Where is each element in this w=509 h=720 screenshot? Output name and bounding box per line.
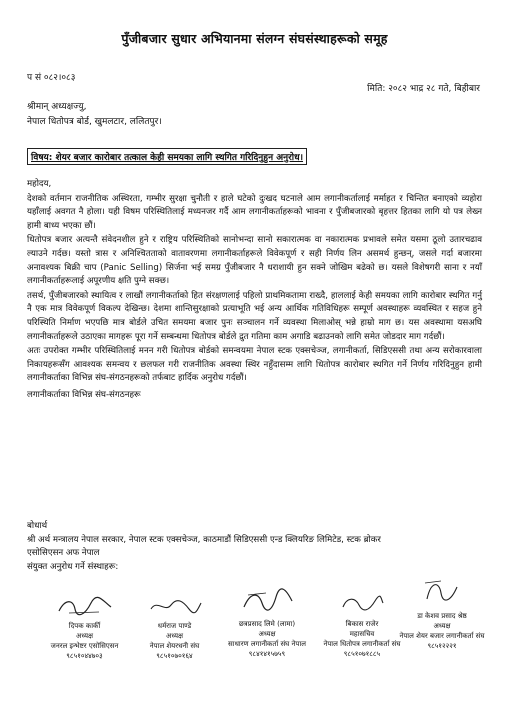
subject-line: विषय: शेयर बजार कारोबार तत्काल केही समयका लागि स्थगित गरिदिनुहुन अनुरोध। [27,148,307,165]
signatory-name: धर्मराज पाण्डे [157,622,192,630]
body-paragraph: अतः उपरोक्त गम्भीर परिस्थितिलाई मनन गरी धितोपत्र बोर्डको समन्वयमा नेपाल स्टक एक्सचेञ्ज, लगानीकर्ता, सिडिएससी तथा अन्य सरोकारवाला निकायहरूसँग आवश्यक समन्वय र छलफल गरी राजनीतिक अवस्था स्थिर नहुँदासम्म लागि धितोपत्र कारोबार स्थगित गर्ने निर्णय गरिदिनुहुन हामी लगानीकर्ताका विभिन्न संघ-संगठनहरूको तर्फबाट हार्दिक अनुरोध गर्दछौं। [27,346,482,384]
cc-block [27,520,482,574]
signatory-role: अध्यक्ष [165,632,184,640]
body-paragraph: धितोपत्र बजार अत्यन्तै संवेदनशील हुने र राष्ट्रिय परिस्थितिको सानोभन्दा सानो सकारात्मक वा नकारात्मक प्रभावले समेत यसमा ठूलो उतारचढाव ल्याउने गर्दछ। यस्तो त्रास र अनिश्चितताको वातावरणमा लगानीकर्ताहरूले विवेकपूर्ण र सही निर्णय लिन असमर्थ हुन्छन्, जसले गर्दा बजारमा अनावश्यक बिक्री चाप (Panic Selling) सिर्जना भई समग्र पुँजीबजार नै धराशायी हुन सक्ने जोखिम बढेको छ। यसले विशेषगरी साना र नयाँ लगानीकर्ताहरूलाई अपूरणीय क्षति पुग्ने सक्छ। [27,235,482,287]
signatory-role: महासचिव [349,630,375,638]
signatory-org: नेपाल शेयरधनी संघ [149,642,200,650]
signature-mark [417,575,467,607]
signatory-role: अध्यक्ष [75,632,94,640]
signatory-1 [37,595,132,661]
cc-recipients: श्री अर्थ मन्त्रालय नेपाल सरकार, नेपाल स्टक एक्सचेञ्ज, काठमाडौं सिडिएससी एन्ड क्लियरिङ लिमिटेड, स्टक ब्रोकर [27,534,381,545]
joint-request-label: संयुक्त अनुरोध गर्ने संस्थाहरू: [27,561,119,572]
signatory-3 [217,587,317,659]
recipient-address: नेपाल धितोपत्र बोर्ड, खुमलटार, ललितपुर। [27,117,162,127]
signatory-phone: ९८५१२२२१ [427,642,457,650]
letter-heading: पुँजीबजार सुधार अभियानमा संलग्न संघसंस्थाहरूको समूह [121,31,388,46]
closing-line: लगानीकर्ताका विभिन्न संघ-संगठनहरू [27,389,141,400]
salutation: महोदय, [27,179,52,189]
signatory-name: बिकास राजेर [345,620,379,628]
signatory-phone: ९८५१०४४७०३ [66,652,103,660]
signatory-name: डा केशव प्रसाद श्रेष्ठ [417,612,467,620]
signatory-phone: ९८५१०७०१६४ [156,652,193,660]
body-paragraph: देशको वर्तमान राजनीतिक अस्थिरता, गम्भीर सुरक्षा चुनौती र हाले घटेको दुःखद घटनाले आम लगानीकर्तालाई मर्माहत र चिन्तित बनाएको व्यहोरा यहाँलाई अवगत नै होला। यही विषम परिस्थितिलाई मध्यनजर गर्दै आम लगानीकर्ताहरूको भावना र पुँजीबजारको बृहत्तर हितका लागि यो पत्र लेख्न हामी बाध्य भएका छौं। [27,193,482,231]
signatory-name: छत्रप्रसाद लिमे (लामा) [238,620,296,628]
signatory-org: साधारण लगानीकर्ता संघ नेपाल [228,640,306,648]
signatory-phone: ९८४१४१५७५९ [248,650,286,658]
letter-date: मिति: २०८२ भाद्र २८ गते, बिहीबार [367,84,480,94]
signatory-2 [127,597,222,661]
body-paragraph: तसर्थ, पुँजीबजारको स्थायित्व र लाखौं लगानीकर्ताको हित संरक्षणलाई पहिलो प्राथमिकतामा राख्दै, हाललाई केही समयका लागि कारोबार स्थगित गर्नु नै एक मात्र विवेकपूर्ण विकल्प देखिन्छ। देशमा शान्तिसुरक्षाको प्रत्याभूति भई अन्य आर्थिक गतिविधिहरू सम्पूर्ण अवस्थाहरू व्यवस्थित र सहज हुने परिस्थिति निर्माण भएपछि मात्र बोर्डले उचित समयमा बजार पुनः सञ्चालन गर्ने व्यवस्था मिलाओस् भन्ने हाम्रो माग छ। यस अवस्थामा यसअघि लगानीकर्ताहरूले उठाएका मागहरू पूरा गर्ने सम्बन्धमा धितोपत्र बोर्डले द्रुत गतिमा काम अगाडि बढाउनको लागि समेत जोडदार माग गर्दछौं। [27,290,482,342]
signatory-name: दिपक कार्की [68,622,101,630]
signatory-org: नेपाल शेयर बजार लगानीकर्ता संघ [399,632,485,640]
cc-heading: बोधार्थ [27,521,48,531]
signatory-role: अध्यक्ष [433,622,451,630]
cc-recipients-cont: एसोसिएसन अफ नेपाल [27,548,100,559]
signature-mark [55,595,115,617]
signature-mark [337,593,387,615]
signatures-row [27,575,487,695]
reference-number: प सं ०८२।०८३ [27,73,76,83]
signatory-5 [397,575,487,651]
signatory-role: अध्यक्ष [258,630,276,638]
letter-body [27,178,482,404]
recipient-block [27,100,162,130]
signature-mark [145,597,205,617]
signatory-phone: ९८५१०७१८८५ [343,650,381,658]
signature-mark [236,587,298,615]
recipient-salutation: श्रीमान् अध्यक्षज्यु, [27,102,87,112]
signatory-org: जनरल इन्भेष्टर एसोसिएसन [50,642,119,650]
signatory-org: नेपाल धितोपत्र लगानीकर्ता संघ [323,640,401,648]
signatory-4 [317,593,407,659]
